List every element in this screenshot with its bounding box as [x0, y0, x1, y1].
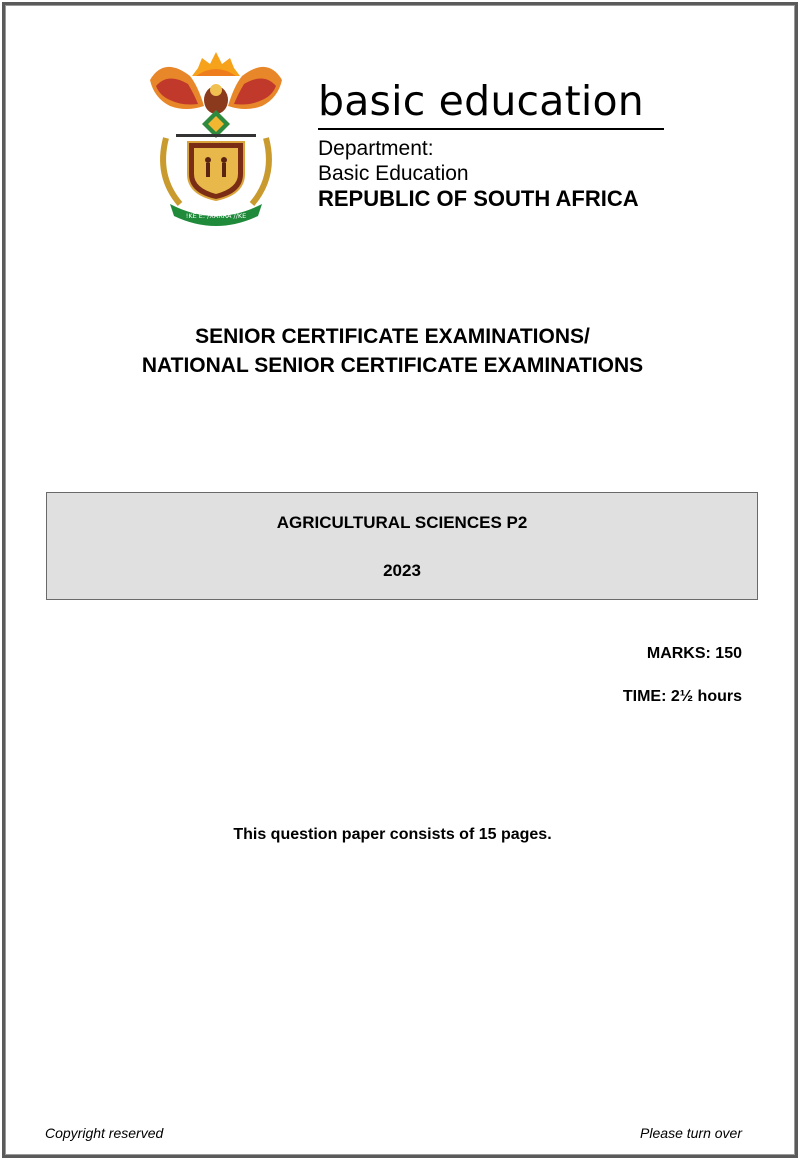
- brand-block: [318, 78, 664, 212]
- department-line-1: Department:: [318, 137, 434, 160]
- time-label: TIME: 2½ hours: [622, 688, 742, 705]
- brand-wordmark: basic education: [318, 77, 644, 125]
- brand-rule: [318, 128, 664, 130]
- exam-title-line-1: SENIOR CERTIFICATE EXAMINATIONS/: [195, 325, 590, 348]
- marks-label: MARKS: 150: [646, 645, 742, 662]
- footer-turn-over: Please turn over: [640, 1125, 742, 1141]
- subject-box: [46, 492, 758, 600]
- department-line-2: Basic Education: [318, 162, 469, 185]
- subject-name: AGRICULTURAL SCIENCES P2: [276, 513, 528, 532]
- exam-year: 2023: [383, 561, 421, 580]
- exam-title-line-2: NATIONAL SENIOR CERTIFICATE EXAMINATIONS: [141, 354, 644, 377]
- motto-text: !KE E: /XARRA //KE: [185, 212, 247, 220]
- coat-of-arms-logo: [146, 46, 286, 226]
- exam-title: [0, 322, 785, 380]
- footer-copyright: Copyright reserved: [45, 1125, 164, 1141]
- country-name: REPUBLIC OF SOUTH AFRICA: [318, 186, 639, 211]
- pages-note: This question paper consists of 15 pages.: [233, 826, 552, 843]
- sun-icon: [192, 52, 240, 76]
